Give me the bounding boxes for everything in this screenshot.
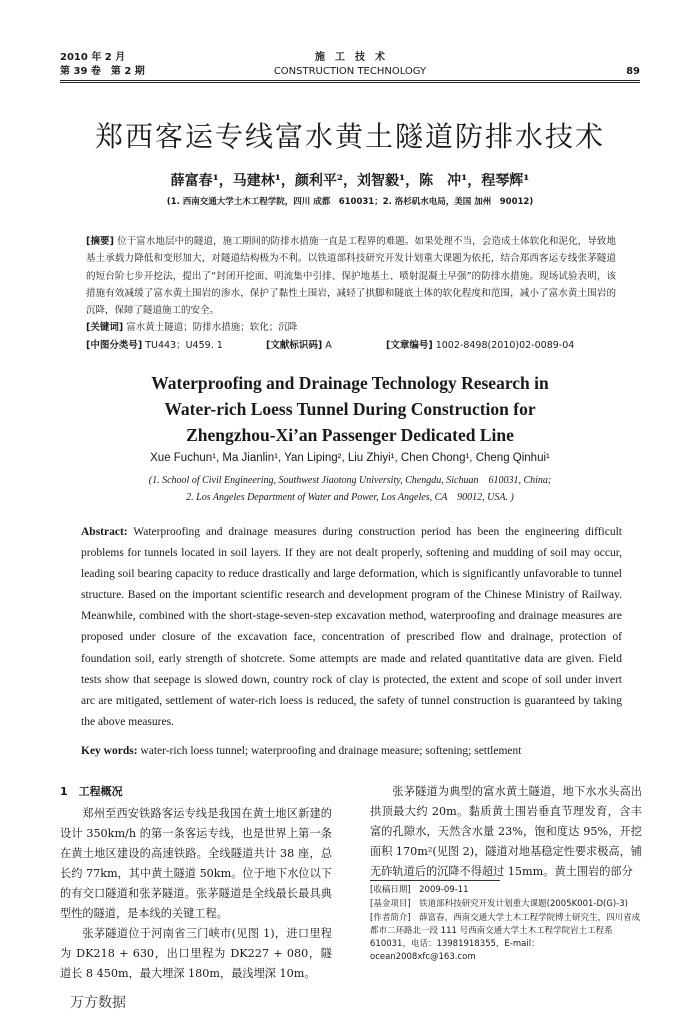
body-paragraph: 张茅隧道为典型的富水黄土隧道，地下水水头高出拱顶最大约 20m。黏质黄土围岩垂直节理发育，含丰富的孔隙水，天然含水量 23%，饱和度达 95%，开挖面积 170m²(见图 2)，隧道对地基稳定性要求极高，铺无砟轨道后的沉降不得超过 15mm。黄土围岩的部分	[370, 785, 642, 878]
footnote-received: [收稿日期] 2009-09-11	[370, 885, 469, 895]
keywords-en	[81, 742, 622, 760]
footnote-rule	[370, 880, 500, 881]
title-cn: 郑西客运专线富水黄土隧道防排水技术	[94, 120, 605, 153]
article-number-value: 1002-8498(2010)02-0089-04	[435, 339, 575, 351]
abstract-en	[81, 522, 622, 733]
abstract-cn	[86, 233, 616, 355]
journal-name-en: CONSTRUCTION TECHNOLOGY	[273, 66, 427, 77]
abstract-en-text: Waterproofing and drainage measures during construction period has been the engineering difficult problems for tunnels located in soil layers. If they are not dealt properly, softening and mudding of soil may occur, leading soil bearing capacity to reduce drastically and large deformation, which is significantly unfavorable to tunnel structure. Based on the important scientific research and development program of the Chinese Ministry of Railway. Meanwhile, combined with the short-stage-seven-step excavation method, waterproofing and drainage measures are proposed under closure of the excavation face, concentration of prescribed flow and drainage, protection of foundation soil, early strength of shotcrete. Some attempts are made and related quantitative data are given. Field tests show that seepage is slowed down, country rock of clay is protected, the extent and scope of soil under invert arc are mitigated, settlement of water-rich loess is reduced, the safety of tunnel construction is guaranteed by taking the above measures.	[81, 526, 622, 728]
body-paragraph: 郑州至西安铁路客运专线是我国在黄土地区新建的设计 350km/h 的第一条客运专线，也是世界上第一条在黄土地区建设的高速铁路。全线隧道共计 38 座，总长约 77km，其中黄土隧道 50km。位于地下水位以下的有交口隧道和张茅隧道。张茅隧道是全线最长最具典型性的隧道，是本线的关键工程。	[60, 807, 332, 920]
keywords-en-text: water-rich loess tunnel; waterproofing and drainage measure; softening; settlement	[140, 745, 522, 757]
doc-code-value: A	[325, 339, 332, 351]
class-number-value: TU443；U459. 1	[145, 339, 223, 351]
body-paragraph: 张茅隧道位于河南省三门峡市(见图 1)，进口里程为 DK218 + 630，出口里程为 DK227 + 080，隧道长 8 450m，最大埋深 180m，最浅埋深 10m。	[60, 927, 332, 980]
section-heading: 1 工程概况	[60, 785, 123, 798]
authors-cn: 薛富春¹，马建林¹，颜利平²，刘智毅¹，陈 冲¹，程琴辉¹	[170, 173, 530, 189]
title-en	[0, 370, 700, 448]
title-en-line-2: Water-rich Loess Tunnel During Construction for	[164, 399, 536, 419]
affiliations-cn: (1. 西南交通大学土木工程学院，四川 成都 610031；2. 洛杉矶水电局，美国 加州 90012)	[166, 197, 534, 207]
abstract-cn-label: [摘要]	[86, 236, 114, 247]
abstract-en-label: Abstract:	[81, 526, 128, 538]
header-rule	[60, 80, 640, 81]
keywords-cn-label: [关键词]	[86, 322, 124, 334]
keywords-en-label: Key words:	[81, 745, 138, 757]
affiliations-en	[0, 472, 700, 506]
footnote-author: [作者简介] 薛富春，西南交通大学土木工程学院博士研究生，四川省成都市二环路北一段 111 号西南交通大学土木工程学院岩土工程系 610031，电话：13981918355，E-mail：ocean2008xfc@163.com	[370, 913, 641, 962]
page-number: 89	[626, 66, 640, 77]
article-number-label: [文章编号]	[386, 339, 433, 351]
abstract-cn-body	[86, 233, 616, 319]
journal-name-cn: 施 工 技 术	[315, 52, 385, 63]
article-number	[386, 337, 574, 354]
class-number	[86, 337, 223, 354]
header-rule-thin	[60, 82, 640, 83]
footnotes	[370, 884, 642, 965]
title-en-line-1: Waterproofing and Drainage Technology Research in	[151, 373, 549, 393]
abstract-cn-text: 位于富水地层中的隧道，施工期间的防排水措施一直是工程界的难题。如果处理不当，会造成土体软化和泥化，导致地基土承载力降低和变形加大，对隧道结构极为不利。以铁道部科技研究开发计划重大课题为依托，结合郑西客运专线张茅隧道的短台阶七步开挖法，提出了“封闭开挖面、明流集中引排、保护地基土、喷射混凝土早强”的防排水措施。现场试验表明，该措施有效减缓了富水黄土围岩的渗水，保护了黏性土围岩，减轻了拱脚和隧底土体的软化程度和范围，减小了富水黄土围岩的沉降，保障了隧道施工的安全。	[86, 236, 616, 317]
body-right-column	[370, 782, 642, 882]
authors-en: Xue Fuchun¹, Ma Jianlin¹, Yan Liping², Liu Zhiyi¹, Chen Chong¹, Cheng Qinhui¹	[150, 452, 550, 464]
classification-row	[86, 337, 616, 355]
header-volume: 第 39 卷 第 2 期	[60, 66, 145, 77]
header-date: 2010 年 2 月	[60, 52, 126, 63]
keywords-cn	[86, 319, 616, 336]
affiliation-en-line-2: 2. Los Angeles Department of Water and Power, Los Angeles, CA 90012, USA. )	[186, 492, 514, 503]
class-number-label: [中图分类号]	[86, 339, 143, 351]
affiliation-en-line-1: (1. School of Civil Engineering, Southwest Jiaotong University, Chengdu, Sichuan 610031, China;	[148, 475, 552, 486]
doc-code	[266, 337, 332, 354]
footnote-fund: [基金项目] 铁道部科技研究开发计划重大课题(2005K001-D(G)-3)	[370, 899, 629, 909]
keywords-cn-text: 富水黄土隧道；防排水措施；软化；沉降	[126, 322, 298, 334]
title-en-line-3: Zhengzhou-Xi’an Passenger Dedicated Line	[186, 425, 514, 445]
body-left-column	[60, 782, 332, 984]
doc-code-label: [文献标识码]	[266, 339, 323, 351]
watermark: 万方数据	[70, 995, 126, 1011]
